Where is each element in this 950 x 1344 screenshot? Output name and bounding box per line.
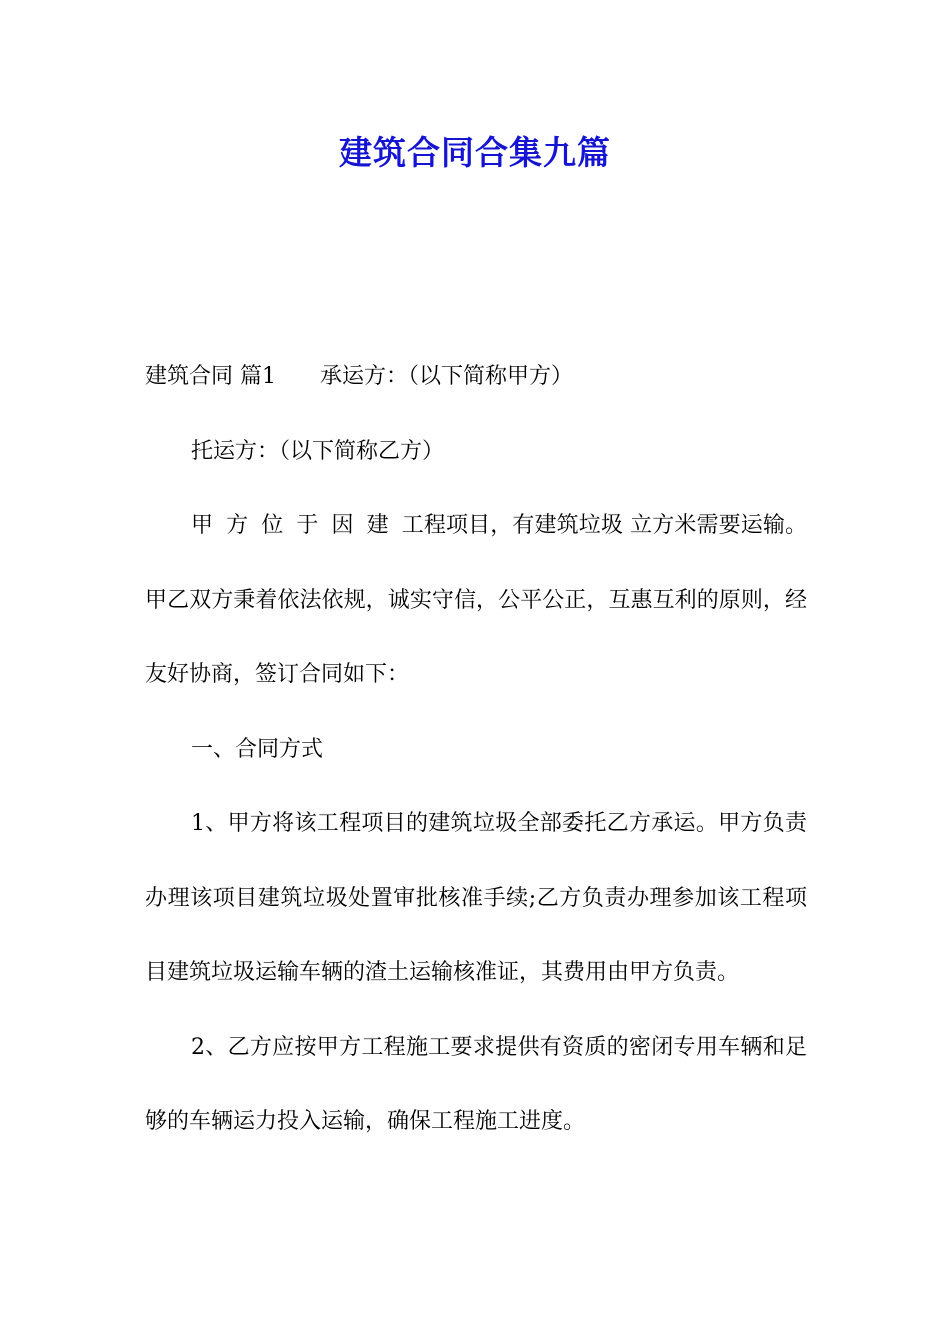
section-heading-text: 承运方：（以下简称甲方） <box>320 364 574 389</box>
section-heading <box>145 340 807 415</box>
clause-2: 2、乙方应按甲方工程施工要求提供有资质的密闭专用车辆和足够的车辆运力投入运输，确保工程施工进度。 <box>145 1034 807 1134</box>
document-body <box>145 340 807 1160</box>
document-title: 建筑合同合集九篇 <box>339 133 611 172</box>
paragraph-intro-rest: 工程项目，有建筑垃圾 立方米需要运输。甲乙双方秉着依法依规，诚实守信，公平公正，互惠互利的原则，经友好协商，签订合同如下： <box>145 513 807 687</box>
paragraph-intro <box>145 489 807 713</box>
paragraph-intro-spaced: 甲方位于因建 <box>191 513 402 538</box>
clause-heading-1: 一、合同方式 <box>191 736 324 762</box>
clause-1: 1、甲方将该工程项目的建筑垃圾全部委托乙方承运。甲方负责办理该项目建筑垃圾处置审批核准手续;乙方负责办理参加该工程项目建筑垃圾运输车辆的渣土运输核准证，其费用由甲方负责。 <box>145 811 807 985</box>
section-label: 建筑合同 篇1 <box>145 364 276 389</box>
paragraph-shipper: 托运方：（以下简称乙方） <box>191 438 445 464</box>
